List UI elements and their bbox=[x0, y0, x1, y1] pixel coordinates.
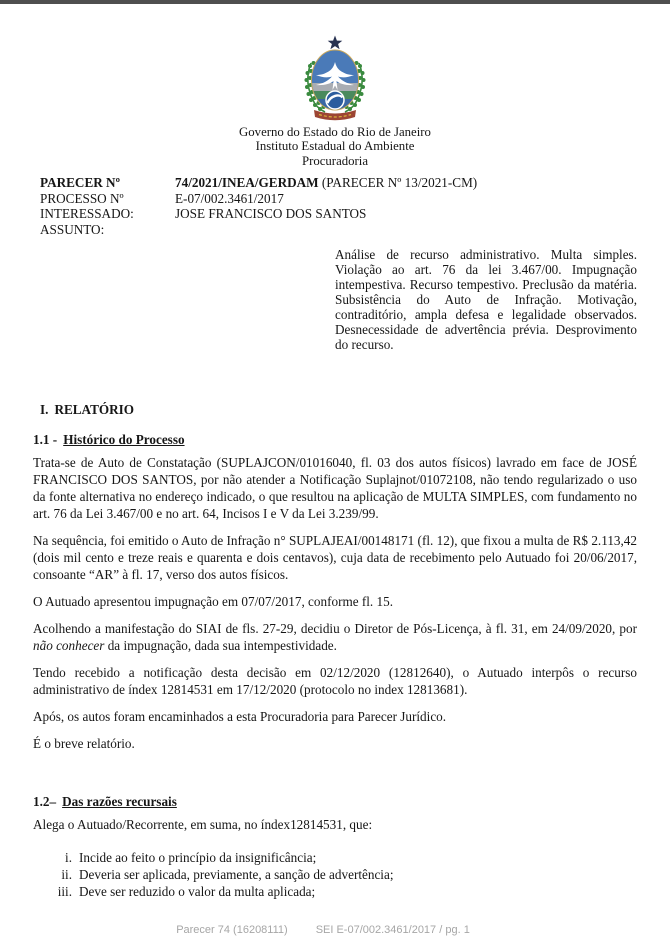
recursal-arguments-list bbox=[33, 849, 637, 900]
document-body bbox=[33, 401, 637, 900]
meta-row-processo bbox=[40, 191, 477, 207]
ribbon-banner bbox=[314, 110, 356, 120]
body-paragraph: Trata-se de Auto de Constatação (SUPLAJCON/01016040, fl. 03 dos autos físicos) lavrado em face de JOSÉ FRANCISCO DOS SANTOS, por não atender a Notificação Suplajnot/01072108, não tendo regularizado o uso da fonte alternativa no endereço indicado, o que resultou na aplicação de MULTA SIMPLES, com fundamento no art. 76 da Lei 3.467/00 e no art. 64, Incisos I e V da Lei 3.239/99. bbox=[33, 454, 637, 521]
section-title-relatorio bbox=[40, 401, 637, 418]
rio-de-janeiro-coat-of-arms-logo bbox=[295, 33, 375, 121]
institute-name: Instituto Estadual do Ambiente bbox=[255, 139, 415, 154]
body-paragraph: É o breve relatório. bbox=[33, 735, 135, 751]
interessado-name: JOSE FRANCISCO DOS SANTOS bbox=[175, 206, 367, 222]
meta-row-assunto bbox=[40, 222, 477, 238]
subsection-title-text: Histórico do Processo bbox=[63, 431, 185, 447]
section-number: I. bbox=[40, 401, 49, 417]
meta-row-interessado bbox=[40, 206, 477, 222]
page-top-border bbox=[0, 0, 670, 4]
list-item bbox=[33, 866, 637, 883]
footer-sei-page: SEI E-07/002.3461/2017 / pg. 1 bbox=[315, 924, 470, 936]
italic-phrase: não conhecer bbox=[33, 637, 105, 653]
star-icon bbox=[328, 36, 343, 50]
list-item-text: Deve ser reduzido o valor da multa aplicada; bbox=[79, 883, 316, 899]
list-item-numeral: ii. bbox=[61, 866, 72, 882]
list-item bbox=[33, 849, 637, 866]
page-footer bbox=[0, 924, 670, 936]
parecer-number: 74/2021/INEA/GERDAM bbox=[175, 175, 319, 191]
parecer-label: PARECER Nº bbox=[40, 175, 120, 191]
section-title-text: RELATÓRIO bbox=[54, 401, 135, 417]
processo-label: PROCESSO Nº bbox=[40, 190, 124, 206]
subsection-number: 1.1 - bbox=[33, 431, 58, 447]
globe-icon bbox=[326, 91, 344, 109]
parecer-number-suffix: (PARECER Nº 13/2021-CM) bbox=[318, 175, 478, 191]
body-paragraph: O Autuado apresentou impugnação em 07/07/2017, conforme fl. 15. bbox=[33, 593, 394, 609]
subsection-number: 1.2– bbox=[33, 793, 57, 809]
government-name: Governo do Estado do Rio de Janeiro bbox=[239, 125, 431, 139]
assunto-label: ASSUNTO: bbox=[40, 222, 105, 237]
interessado-label: INTERESSADO: bbox=[40, 206, 134, 222]
body-paragraph: Tendo recebido a notificação desta decisão em 02/12/2020 (12812640), o Autuado interpôs o recurso administrativo de índex 12814531 em 17/12/2020 (protocolo no index 12813681). bbox=[33, 664, 637, 697]
processo-number: E-07/002.3461/2017 bbox=[175, 190, 284, 206]
list-item-text: Incide ao feito o princípio da insignificância; bbox=[79, 849, 317, 865]
list-item-text: Deveria ser aplicada, previamente, a sanção de advertência; bbox=[79, 866, 394, 882]
ementa-summary: Análise de recurso administrativo. Multa simples. Violação ao art. 76 da lei 3.467/00. Impugnação intempestiva. Recurso tempestivo. Preclusão da matéria. Subsistência do Auto de Infração. Motivação, contraditório, ampla defesa e legalidade observados. Desnecessidade de advertência prévia. Desprovimento do recurso. bbox=[335, 246, 637, 352]
meta-row-parecer bbox=[40, 175, 477, 191]
body-paragraph: Na sequência, foi emitido o Auto de Infração n° SUPLAJEAI/00148171 (fl. 12), que fixou a multa de R$ 2.113,42 (dois mil cento e treze reais e quarenta e dois centavos), cuja data de recebimento pelo Autuado foi 20/06/2017, consoante “AR” à fl. 17, verso dos autos físicos. bbox=[33, 532, 637, 582]
body-paragraph: Alega o Autuado/Recorrente, em suma, no índex12814531, que: bbox=[33, 816, 373, 832]
body-paragraph: Após, os autos foram encaminhados a esta Procuradoria para Parecer Jurídico. bbox=[33, 708, 447, 724]
document-letterhead bbox=[0, 33, 670, 168]
subsection-title-historico bbox=[33, 431, 637, 448]
subsection-title-razoes bbox=[33, 793, 637, 810]
body-paragraph: Acolhendo a manifestação do SIAI de fls. 27-29, decidiu o Diretor de Pós-Licença, à fl. 31, em 24/09/2020, por não conhecer da impugnação, dada sua intempestividade. bbox=[33, 620, 637, 653]
document-meta-block bbox=[40, 175, 477, 237]
list-item-numeral: iii. bbox=[57, 883, 72, 899]
footer-document-id: Parecer 74 (16208111) bbox=[176, 924, 288, 936]
list-item-numeral: i. bbox=[65, 849, 72, 865]
department-name: Procuradoria bbox=[301, 153, 369, 168]
subsection-title-text: Das razões recursais bbox=[62, 793, 177, 809]
list-item bbox=[33, 883, 637, 900]
